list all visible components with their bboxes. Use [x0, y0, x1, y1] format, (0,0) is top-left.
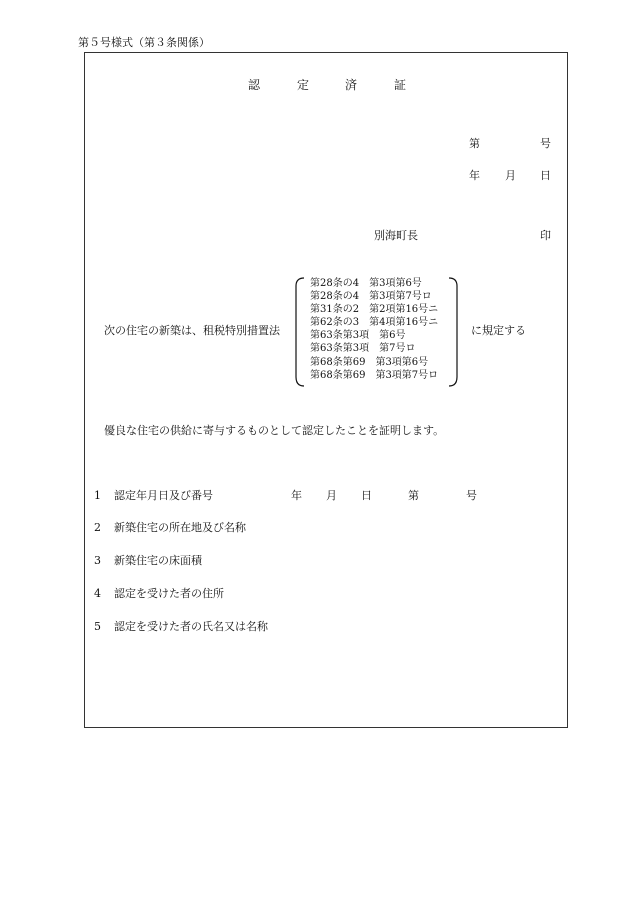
- title-char-3: 済: [345, 78, 358, 92]
- item-2-label: 新築住宅の所在地及び名称: [114, 521, 246, 534]
- statement-lead: 次の住宅の新築は、租税特別措置法: [104, 324, 280, 337]
- item-1-month: 月: [326, 489, 337, 502]
- item-1-year: 年: [291, 489, 302, 502]
- issuer-name: 別海町長: [374, 229, 418, 242]
- title-char-1: 認: [248, 78, 261, 92]
- provision-1: 第28条の4 第3項第6号: [310, 278, 422, 289]
- right-brace: [447, 277, 461, 387]
- item-4-label: 認定を受けた者の住所: [114, 587, 224, 600]
- statement-tail: に規定する: [471, 324, 526, 337]
- issuer-seal: 印: [540, 229, 551, 242]
- provision-6: 第63条第3項 第7号ロ: [310, 343, 416, 354]
- form-label: 第５号様式（第３条関係）: [78, 36, 210, 49]
- provision-8: 第68条第69 第3項第7号ロ: [310, 370, 439, 381]
- date-day: 日: [540, 169, 551, 182]
- provision-5: 第63条第3項 第6号: [310, 330, 406, 341]
- provision-7: 第68条第69 第3項第6号: [310, 357, 429, 368]
- item-5-label: 認定を受けた者の氏名又は名称: [114, 620, 268, 633]
- certification-text: 優良な住宅の供給に寄与するものとして認定したことを証明します。: [104, 424, 445, 437]
- number-dai: 第: [469, 137, 480, 150]
- item-4-number: 4: [94, 587, 101, 600]
- date-month: 月: [505, 169, 516, 182]
- item-1-go: 号: [466, 489, 477, 502]
- provision-3: 第31条の2 第2項第16号ニ: [310, 304, 439, 315]
- item-1-dai: 第: [408, 489, 419, 502]
- item-2-number: 2: [94, 521, 101, 534]
- number-go: 号: [540, 137, 551, 150]
- title-char-2: 定: [297, 78, 310, 92]
- item-1-label: 認定年月日及び番号: [114, 489, 213, 502]
- item-1-number: 1: [94, 489, 101, 502]
- provision-2: 第28条の4 第3項第7号ロ: [310, 291, 432, 302]
- provision-4: 第62条の3 第4項第16号ニ: [310, 317, 439, 328]
- item-3-number: 3: [94, 554, 101, 567]
- left-brace: [292, 277, 306, 387]
- title-char-4: 証: [394, 78, 407, 92]
- item-5-number: 5: [94, 620, 101, 633]
- item-3-label: 新築住宅の床面積: [114, 554, 202, 567]
- date-year: 年: [469, 169, 480, 182]
- item-1-day: 日: [361, 489, 372, 502]
